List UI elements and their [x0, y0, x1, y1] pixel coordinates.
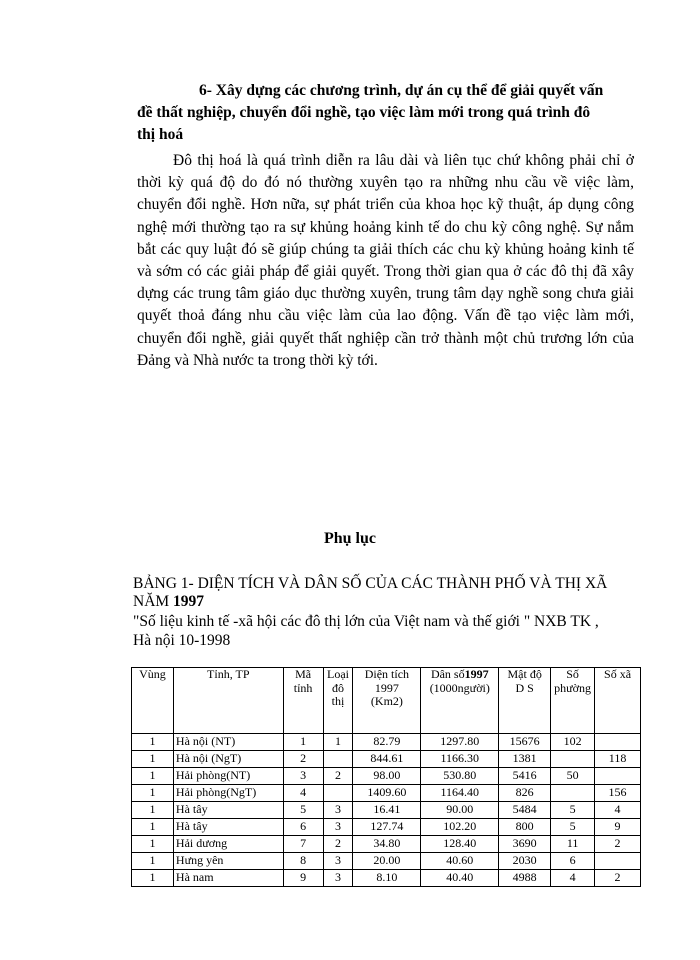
cell-so-xa: [595, 734, 641, 751]
cell-so-phuong: 11: [551, 836, 595, 853]
cell-dan-so: 102.20: [421, 819, 499, 836]
header-loai-do-thi: Loại đô thị: [323, 668, 353, 734]
cell-loai-do-thi: 1: [323, 734, 353, 751]
cell-ma-tinh: 1: [283, 734, 323, 751]
cell-dien-tich: 127.74: [353, 819, 421, 836]
source-line-2: Hà nội 10-1998: [133, 632, 231, 649]
cell-tinh: Hưng yên: [173, 853, 283, 870]
table-header-row: [132, 668, 641, 734]
heading-line-2: đề thất nghiệp, chuyển đổi nghề, tạo việc làm mới trong quá trình đô: [137, 104, 591, 121]
header-vung: Vùng: [132, 668, 174, 734]
cell-tinh: Hà tây: [173, 819, 283, 836]
cell-ma-tinh: 7: [283, 836, 323, 853]
cell-dan-so: 1166.30: [421, 751, 499, 768]
table-row: [132, 751, 641, 768]
cell-dan-so: 128.40: [421, 836, 499, 853]
cell-loai-do-thi: 3: [323, 870, 353, 887]
cell-tinh: Hà nội (NT): [173, 734, 283, 751]
cell-mat-do: 826: [499, 785, 551, 802]
cell-vung: 1: [132, 768, 174, 785]
header-tinh: Tỉnh, TP: [173, 668, 283, 734]
cell-loai-do-thi: [323, 785, 353, 802]
cell-tinh: Hải phòng(NT): [173, 768, 283, 785]
cell-so-xa: 2: [595, 870, 641, 887]
cell-loai-do-thi: 3: [323, 853, 353, 870]
cell-so-phuong: [551, 751, 595, 768]
cell-ma-tinh: 6: [283, 819, 323, 836]
cell-mat-do: 3690: [499, 836, 551, 853]
cell-so-xa: [595, 768, 641, 785]
data-table: [131, 667, 641, 887]
cell-so-phuong: [551, 785, 595, 802]
table-title-year: 1997: [173, 593, 205, 610]
cell-dan-so: 40.60: [421, 853, 499, 870]
cell-dien-tich: 98.00: [353, 768, 421, 785]
cell-dan-so: 1297.80: [421, 734, 499, 751]
source-line-1: "Số liệu kinh tế -xã hội các đô thị lớn của Việt nam và thế giới " NXB TK ,: [133, 613, 599, 630]
cell-ma-tinh: 9: [283, 870, 323, 887]
cell-ma-tinh: 8: [283, 853, 323, 870]
cell-dien-tich: 16.41: [353, 802, 421, 819]
table-title: [133, 575, 643, 611]
cell-dien-tich: 1409.60: [353, 785, 421, 802]
cell-mat-do: 4988: [499, 870, 551, 887]
header-so-phuong: Số phường: [551, 668, 595, 734]
cell-vung: 1: [132, 734, 174, 751]
cell-so-phuong: 4: [551, 870, 595, 887]
cell-ma-tinh: 2: [283, 751, 323, 768]
appendix-title: Phụ lục: [323, 530, 376, 547]
table-row: [132, 785, 641, 802]
cell-loai-do-thi: 3: [323, 802, 353, 819]
cell-mat-do: 1381: [499, 751, 551, 768]
cell-vung: 1: [132, 836, 174, 853]
cell-dan-so: 530.80: [421, 768, 499, 785]
header-dien-tich: Diện tích 1997 (Km2): [353, 668, 421, 734]
table-row: [132, 870, 641, 887]
table-row: [132, 836, 641, 853]
heading-line-3: thị hoá: [137, 126, 184, 143]
cell-so-xa: [595, 853, 641, 870]
header-mat-do: Mật độ D S: [499, 668, 551, 734]
cell-so-phuong: 5: [551, 819, 595, 836]
cell-dan-so: 40.40: [421, 870, 499, 887]
header-dan-so: Dân số1997 (1000người): [421, 668, 499, 734]
table-row: [132, 768, 641, 785]
table-row: [132, 802, 641, 819]
cell-so-xa: 2: [595, 836, 641, 853]
cell-dien-tich: 34.80: [353, 836, 421, 853]
header-ma-tinh: Mã tỉnh: [283, 668, 323, 734]
cell-vung: 1: [132, 785, 174, 802]
cell-mat-do: 5484: [499, 802, 551, 819]
cell-loai-do-thi: 3: [323, 819, 353, 836]
table-source: [133, 612, 643, 650]
cell-vung: 1: [132, 802, 174, 819]
cell-tinh: Hải dương: [173, 836, 283, 853]
cell-loai-do-thi: 2: [323, 836, 353, 853]
cell-vung: 1: [132, 870, 174, 887]
cell-so-phuong: 102: [551, 734, 595, 751]
cell-loai-do-thi: 2: [323, 768, 353, 785]
table-title-main: BẢNG 1- DIỆN TÍCH VÀ DÂN SỐ CỦA CÁC THÀNH PHỐ VÀ THỊ XÃ NĂM: [133, 575, 608, 610]
table-row: [132, 734, 641, 751]
cell-dan-so: 1164.40: [421, 785, 499, 802]
cell-so-xa: 156: [595, 785, 641, 802]
cell-so-xa: 118: [595, 751, 641, 768]
cell-mat-do: 15676: [499, 734, 551, 751]
section-heading: [137, 80, 637, 146]
cell-tinh: Hà tây: [173, 802, 283, 819]
cell-loai-do-thi: [323, 751, 353, 768]
cell-dien-tich: 8.10: [353, 870, 421, 887]
cell-mat-do: 2030: [499, 853, 551, 870]
cell-dien-tich: 82.79: [353, 734, 421, 751]
heading-line-1: 6- Xây dựng các chương trình, dự án cụ thể để giải quyết vấn: [199, 82, 604, 99]
cell-vung: 1: [132, 751, 174, 768]
cell-tinh: Hà nội (NgT): [173, 751, 283, 768]
cell-ma-tinh: 4: [283, 785, 323, 802]
cell-mat-do: 5416: [499, 768, 551, 785]
cell-vung: 1: [132, 819, 174, 836]
cell-so-phuong: 50: [551, 768, 595, 785]
cell-so-phuong: 6: [551, 853, 595, 870]
cell-ma-tinh: 5: [283, 802, 323, 819]
cell-dien-tich: 20.00: [353, 853, 421, 870]
cell-vung: 1: [132, 853, 174, 870]
cell-ma-tinh: 3: [283, 768, 323, 785]
body-paragraph: Đô thị hoá là quá trình diễn ra lâu dài và liên tục chứ không phải chỉ ở thời kỳ quá độ do đó nó thường xuyên tạo ra những nhu cầu về việc làm, chuyển đổi nghề. Hơn nữa, sự phát triển của khoa học kỹ thuật, áp dụng công nghệ mới thường tạo ra sự khủng hoảng kinh tế do chu kỳ công nghệ. Sự nắm bắt các quy luật đó sẽ giúp chúng ta giải thích các chu kỳ khủng hoảng kinh tế và sớm có các giải pháp để giải quyết. Trong thời gian qua ở các đô thị đã xây dựng các trung tâm giáo dục thường xuyên, trung tâm dạy nghề song chưa giải quyết thoả đáng nhu cầu việc làm của lao động. Vấn đề tạo việc làm mới, chuyển đổi nghề, giải quyết thất nghiệp cần trở thành một chủ trương lớn của Đảng và Nhà nước ta trong thời kỳ tới.: [137, 152, 634, 369]
header-so-xa: Số xã: [595, 668, 641, 734]
cell-mat-do: 800: [499, 819, 551, 836]
cell-so-phuong: 5: [551, 802, 595, 819]
cell-tinh: Hải phòng(NgT): [173, 785, 283, 802]
cell-dan-so: 90.00: [421, 802, 499, 819]
cell-so-xa: 4: [595, 802, 641, 819]
table-row: [132, 819, 641, 836]
table-row: [132, 853, 641, 870]
cell-dien-tich: 844.61: [353, 751, 421, 768]
cell-so-xa: 9: [595, 819, 641, 836]
cell-tinh: Hà nam: [173, 870, 283, 887]
